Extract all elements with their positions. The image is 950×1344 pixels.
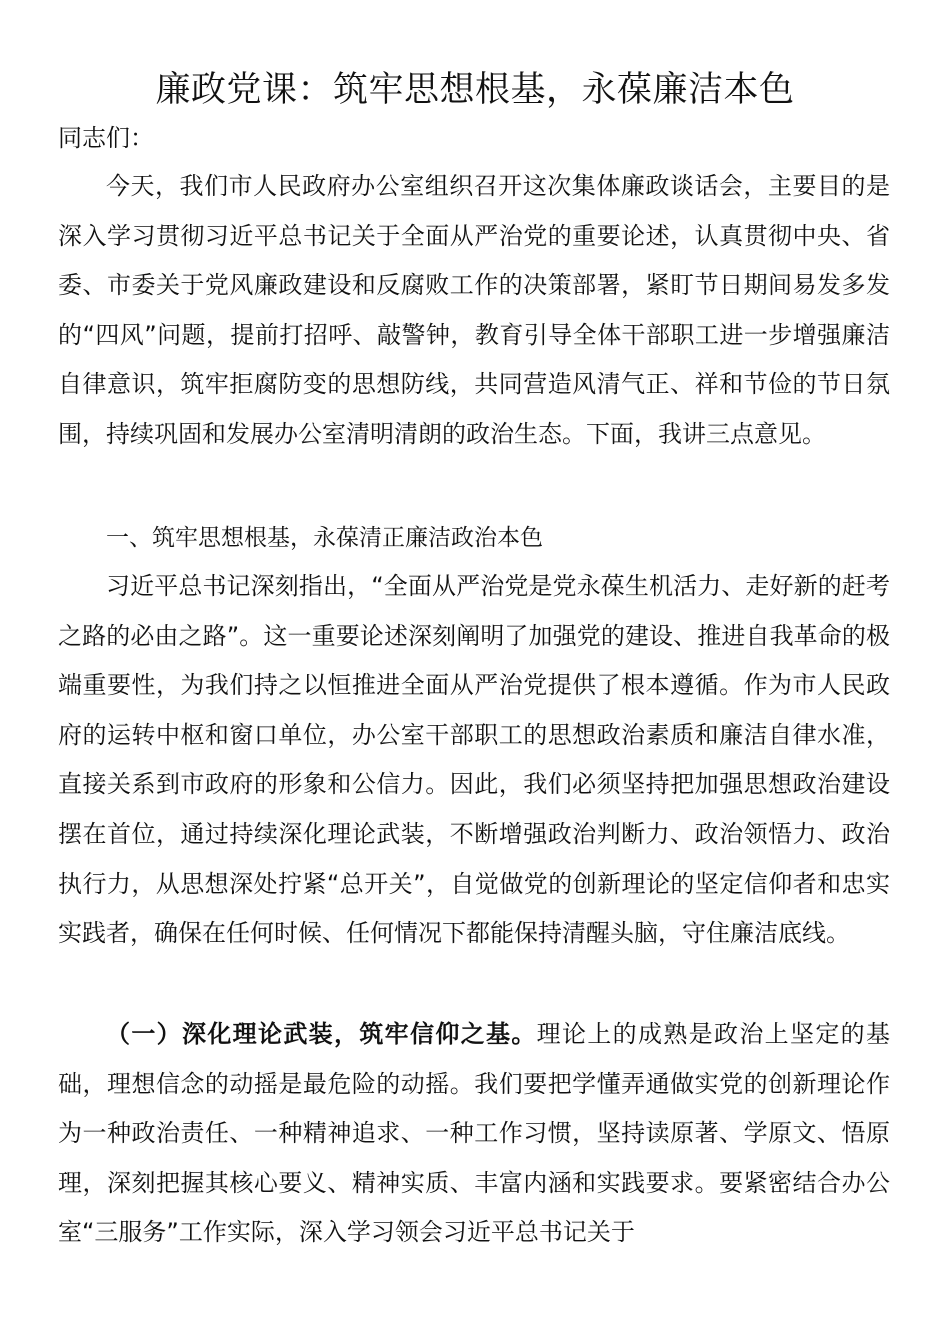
paragraph-section-1: 习近平总书记深刻指出，“全面从严治党是党永葆生机活力、走好新的赶考之路的必由之路”。这一重要论述深刻阐明了加强党的建设、推进自我革命的极端重要性，为我们持之以恒推进全面从严治党提供了根本遵循。作为市人民政府的运转中枢和窗口单位，办公室干部职工的思想政治素质和廉洁自律水准，直接关系到市政府的形象和公信力。因此，我们必须坚持把加强思想政治建设摆在首位，通过持续深化理论武装，不断增强政治判断力、政治领悟力、政治执行力，从思想深处拧紧“总开关”，自觉做党的创新理论的坚定信仰者和忠实实践者，确保在任何时候、任何情况下都能保持清醒头脑，守住廉洁底线。 — [58, 572, 890, 948]
paragraph-subsection-1 — [58, 1010, 890, 1258]
document-title: 廉政党课：筑牢思想根基，永葆廉洁本色 — [155, 70, 795, 110]
section-heading-1: 一、筑牢思想根基，永葆清正廉洁政治本色 — [106, 525, 543, 551]
salutation: 同志们： — [58, 124, 154, 152]
paragraph-intro: 今天，我们市人民政府办公室组织召开这次集体廉政谈话会，主要目的是深入学习贯彻习近平总书记关于全面从严治党的重要论述，认真贯彻中央、省委、市委关于党风廉政建设和反腐败工作的决策部署，紧盯节日期间易发多发的“四风”问题，提前打招呼、敲警钟，教育引导全体干部职工进一步增强廉洁自律意识，筑牢拒腐防变的思想防线，共同营造风清气正、祥和节俭的节日氛围，持续巩固和发展办公室清明清朗的政治生态。下面，我讲三点意见。 — [58, 172, 890, 448]
subsection-heading-1: （一）深化理论武装，筑牢信仰之基。 — [106, 1020, 537, 1048]
subsection-1-body: 理论上的成熟是政治上坚定的基础，理想信念的动摇是最危险的动摇。我们要把学懂弄通做实党的创新理论作为一种政治责任、一种精神追求、一种工作习惯，坚持读原著、学原文、悟原理，深刻把握其核心要义、精神实质、丰富内涵和实践要求。要紧密结合办公室“三服务”工作实际，深入学习领会习近平总书记关于 — [58, 1020, 891, 1247]
